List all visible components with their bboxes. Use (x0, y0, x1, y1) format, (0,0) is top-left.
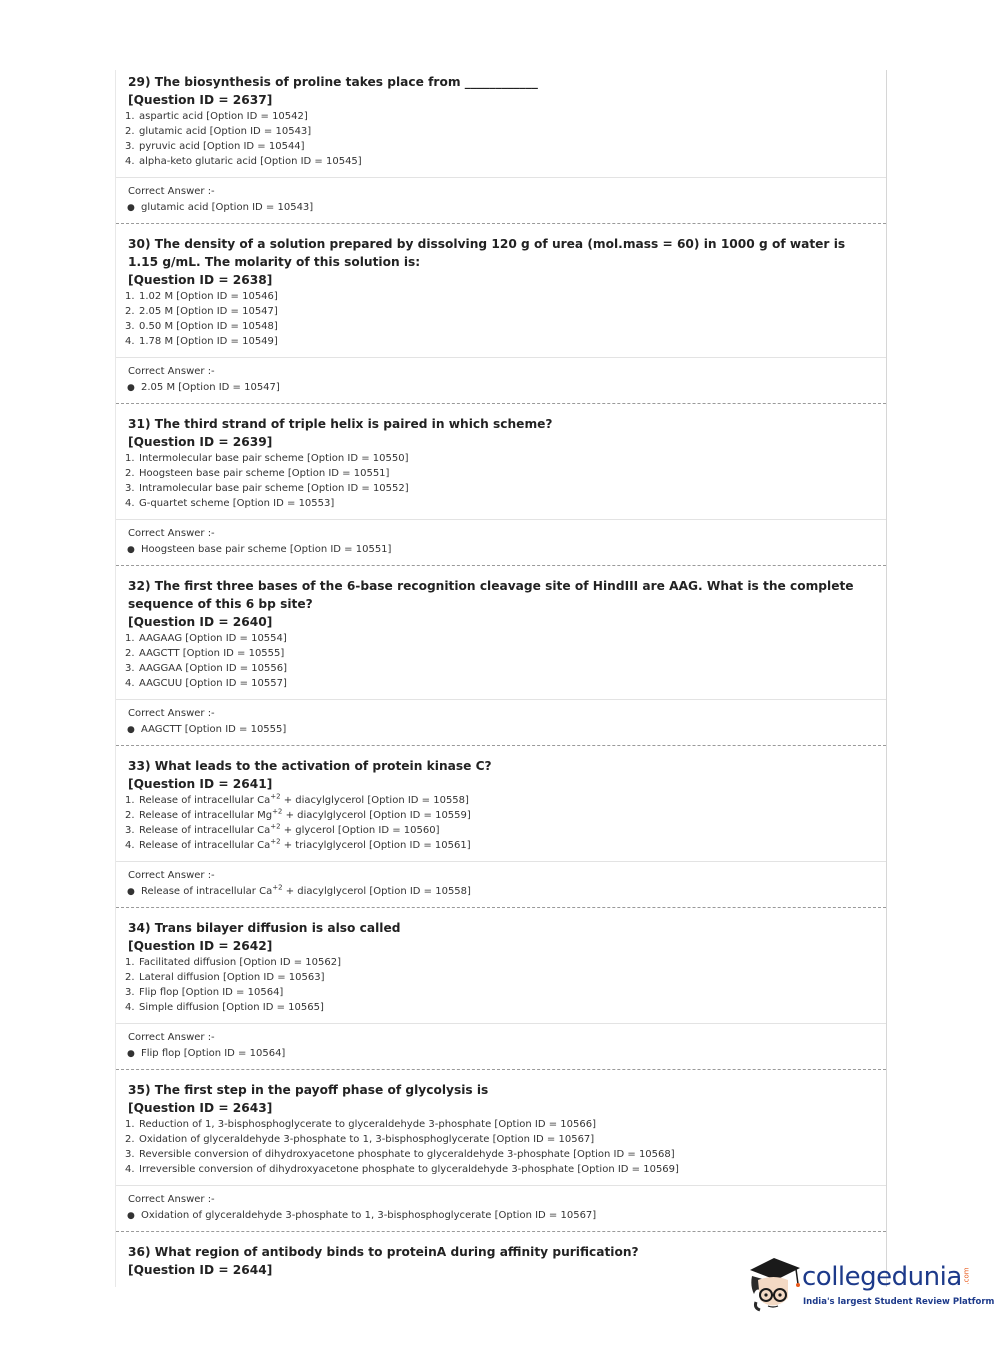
bullet-icon: ● (127, 887, 135, 897)
option-number: 1. (125, 633, 135, 644)
option-text-post: + diacylglycerol [Option ID = 10559] (282, 810, 471, 821)
option-number: 2. (125, 306, 135, 317)
option-item (125, 334, 874, 349)
question-id: [Question ID = 2639] (128, 435, 273, 449)
option-item (125, 109, 874, 124)
divider (116, 223, 886, 224)
answer-label: Correct Answer :- (128, 870, 215, 881)
question-id: [Question ID = 2644] (128, 1263, 273, 1277)
question-id: [Question ID = 2638] (128, 273, 273, 287)
divider (116, 1231, 886, 1232)
option-text: G-quartet scheme [Option ID = 10553] (139, 498, 335, 509)
option-item (125, 1132, 874, 1147)
answer-text-pre: Release of intracellular Ca (141, 886, 273, 897)
answer-superscript: +2 (272, 883, 283, 892)
option-text: Simple diffusion [Option ID = 10565] (139, 1002, 324, 1013)
options-list (125, 1117, 874, 1177)
question-title: 30) The density of a solution prepared by dissolving 120 g of urea (mol.mass = 60) in 1000 g of water is 1.15 g/mL. The molarity of this solution is: (128, 237, 846, 269)
answer-block (116, 177, 886, 220)
option-number: 4. (125, 840, 135, 851)
option-item (125, 970, 874, 985)
option-superscript: +2 (270, 792, 281, 801)
question-sheet (115, 70, 887, 1287)
option-number: 2. (125, 468, 135, 479)
options-list (125, 451, 874, 511)
option-text: 1.78 M [Option ID = 10549] (139, 336, 278, 347)
option-number: 1. (125, 957, 135, 968)
option-item (125, 466, 874, 481)
option-number: 3. (125, 663, 135, 674)
options-list (125, 792, 874, 853)
answer-item (127, 542, 874, 558)
option-text: 2.05 M [Option ID = 10547] (139, 306, 278, 317)
option-text-post: + diacylglycerol [Option ID = 10558] (280, 795, 469, 806)
option-number: 4. (125, 1002, 135, 1013)
answer-block (116, 1185, 886, 1228)
option-text-pre: Release of intracellular Ca (139, 840, 271, 851)
option-item (125, 661, 874, 676)
option-item (125, 1147, 874, 1162)
divider (116, 403, 886, 404)
answer-item (127, 884, 874, 900)
option-number: 2. (125, 1134, 135, 1145)
options-list (125, 631, 874, 691)
option-number: 3. (125, 1149, 135, 1160)
option-text: Intramolecular base pair scheme [Option ID = 10552] (139, 483, 409, 494)
question-34 (116, 916, 886, 1070)
option-number: 1. (125, 1119, 135, 1130)
question-33 (116, 754, 886, 908)
answer-text-post: + diacylglycerol [Option ID = 10558] (282, 886, 471, 897)
divider (116, 745, 886, 746)
option-text: AAGAAG [Option ID = 10554] (139, 633, 287, 644)
option-item (125, 319, 874, 334)
answer-label: Correct Answer :- (128, 708, 215, 719)
answer-text: Hoogsteen base pair scheme [Option ID = 10551] (141, 544, 392, 555)
option-number: 4. (125, 678, 135, 689)
answer-item (127, 1046, 874, 1062)
option-number: 2. (125, 972, 135, 983)
option-item (125, 838, 874, 853)
answer-label: Correct Answer :- (128, 1194, 215, 1205)
option-text-pre: Release of intracellular Ca (139, 795, 271, 806)
option-item (125, 289, 874, 304)
answer-label: Correct Answer :- (128, 366, 215, 377)
option-number: 3. (125, 987, 135, 998)
answer-item (127, 1208, 874, 1224)
option-item (125, 154, 874, 169)
option-text: aspartic acid [Option ID = 10542] (139, 111, 308, 122)
option-text-post: + triacylglycerol [Option ID = 10561] (280, 840, 471, 851)
option-text: glutamic acid [Option ID = 10543] (139, 126, 312, 137)
option-text: 0.50 M [Option ID = 10548] (139, 321, 278, 332)
option-item (125, 1162, 874, 1177)
question-32 (116, 574, 886, 746)
answer-text: Oxidation of glyceraldehyde 3-phosphate to 1, 3-bisphosphoglycerate [Option ID = 10567] (141, 1210, 597, 1221)
option-number: 4. (125, 498, 135, 509)
option-text: Reversible conversion of dihydroxyacetone phosphate to glyceraldehyde 3-phosphate [Option ID = 10568] (139, 1149, 675, 1160)
answer-block (116, 519, 886, 562)
option-item (125, 808, 874, 823)
question-title: 31) The third strand of triple helix is paired in which scheme? (128, 417, 553, 431)
question-title: 33) What leads to the activation of protein kinase C? (128, 759, 492, 773)
option-item (125, 955, 874, 970)
option-item (125, 1000, 874, 1015)
answer-label: Correct Answer :- (128, 528, 215, 539)
option-item (125, 676, 874, 691)
answer-block (116, 357, 886, 400)
question-29 (116, 70, 886, 224)
question-35 (116, 1078, 886, 1232)
option-text: Flip flop [Option ID = 10564] (139, 987, 284, 998)
answer-block (116, 861, 886, 904)
option-text: Irreversible conversion of dihydroxyacetone phosphate to glyceraldehyde 3-phosphate [Option ID = 10569] (139, 1164, 679, 1175)
option-item (125, 823, 874, 838)
answer-item (127, 200, 874, 216)
option-item (125, 631, 874, 646)
option-item (125, 496, 874, 511)
option-number: 2. (125, 810, 135, 821)
option-number: 3. (125, 825, 135, 836)
collegedunia-logo (744, 1250, 995, 1320)
option-text: alpha-keto glutaric acid [Option ID = 10545] (139, 156, 362, 167)
option-text: pyruvic acid [Option ID = 10544] (139, 141, 305, 152)
logo-suffix: .com (962, 1267, 971, 1285)
bullet-icon: ● (127, 1211, 135, 1221)
option-text: Hoogsteen base pair scheme [Option ID = 10551] (139, 468, 390, 479)
option-number: 1. (125, 291, 135, 302)
option-text-post: + glycerol [Option ID = 10560] (280, 825, 440, 836)
option-text: Facilitated diffusion [Option ID = 10562] (139, 957, 341, 968)
question-title: 34) Trans bilayer diffusion is also called (128, 921, 401, 935)
option-item (125, 139, 874, 154)
option-item (125, 304, 874, 319)
option-text: Intermolecular base pair scheme [Option ID = 10550] (139, 453, 409, 464)
options-list (125, 289, 874, 349)
option-number: 2. (125, 126, 135, 137)
option-number: 3. (125, 141, 135, 152)
option-text-pre: Release of intracellular Ca (139, 825, 271, 836)
answer-label: Correct Answer :- (128, 1032, 215, 1043)
option-item (125, 646, 874, 661)
answer-item (127, 722, 874, 738)
question-id: [Question ID = 2642] (128, 939, 273, 953)
question-title: 36) What region of antibody binds to proteinA during affinity purification? (128, 1245, 639, 1259)
bullet-icon: ● (127, 545, 135, 555)
question-30 (116, 232, 886, 404)
question-id: [Question ID = 2640] (128, 615, 273, 629)
question-id: [Question ID = 2641] (128, 777, 273, 791)
answer-block (116, 699, 886, 742)
option-superscript: +2 (270, 837, 281, 846)
option-number: 4. (125, 1164, 135, 1175)
option-number: 4. (125, 156, 135, 167)
question-title: 35) The first step in the payoff phase of glycolysis is (128, 1083, 489, 1097)
answer-item (127, 380, 874, 396)
option-item (125, 793, 874, 808)
options-list (125, 955, 874, 1015)
option-number: 1. (125, 795, 135, 806)
option-text: Lateral diffusion [Option ID = 10563] (139, 972, 325, 983)
option-superscript: +2 (272, 807, 283, 816)
option-number: 4. (125, 336, 135, 347)
option-number: 1. (125, 111, 135, 122)
option-item (125, 1117, 874, 1132)
option-text-pre: Release of intracellular Mg (139, 810, 273, 821)
logo-tagline: India's largest Student Review Platform (803, 1297, 995, 1307)
option-text: 1.02 M [Option ID = 10546] (139, 291, 278, 302)
answer-text: glutamic acid [Option ID = 10543] (141, 202, 314, 213)
bullet-icon: ● (127, 383, 135, 393)
option-text: AAGGAA [Option ID = 10556] (139, 663, 287, 674)
question-31 (116, 412, 886, 566)
option-text: AAGCTT [Option ID = 10555] (139, 648, 285, 659)
question-title: 32) The first three bases of the 6-base recognition cleavage site of HindIII are AAG. What is the complete sequence of this 6 bp site? (128, 579, 854, 611)
bullet-icon: ● (127, 725, 135, 735)
answer-text: 2.05 M [Option ID = 10547] (141, 382, 280, 393)
option-text: Reduction of 1, 3-bisphosphoglycerate to glyceraldehyde 3-phosphate [Option ID = 10566] (139, 1119, 596, 1130)
option-number: 2. (125, 648, 135, 659)
option-item (125, 985, 874, 1000)
option-item (125, 451, 874, 466)
option-text: AAGCUU [Option ID = 10557] (139, 678, 287, 689)
options-list (125, 109, 874, 169)
question-id: [Question ID = 2643] (128, 1101, 273, 1115)
option-number: 3. (125, 483, 135, 494)
divider (116, 907, 886, 908)
divider (116, 565, 886, 566)
answer-block (116, 1023, 886, 1066)
option-number: 1. (125, 453, 135, 464)
logo-name: collegedunia (802, 1262, 962, 1292)
answer-text: AAGCTT [Option ID = 10555] (141, 724, 287, 735)
question-id: [Question ID = 2637] (128, 93, 273, 107)
option-number: 3. (125, 321, 135, 332)
option-item (125, 481, 874, 496)
option-text: Oxidation of glyceraldehyde 3-phosphate to 1, 3-bisphosphoglycerate [Option ID = 10567] (139, 1134, 595, 1145)
option-superscript: +2 (270, 822, 281, 831)
bullet-icon: ● (127, 1049, 135, 1059)
bullet-icon: ● (127, 203, 135, 213)
option-item (125, 124, 874, 139)
divider (116, 1069, 886, 1070)
answer-label: Correct Answer :- (128, 186, 215, 197)
question-title: 29) The biosynthesis of proline takes place from ____________ (128, 75, 538, 89)
answer-text: Flip flop [Option ID = 10564] (141, 1048, 286, 1059)
mascot-icon (744, 1250, 804, 1318)
